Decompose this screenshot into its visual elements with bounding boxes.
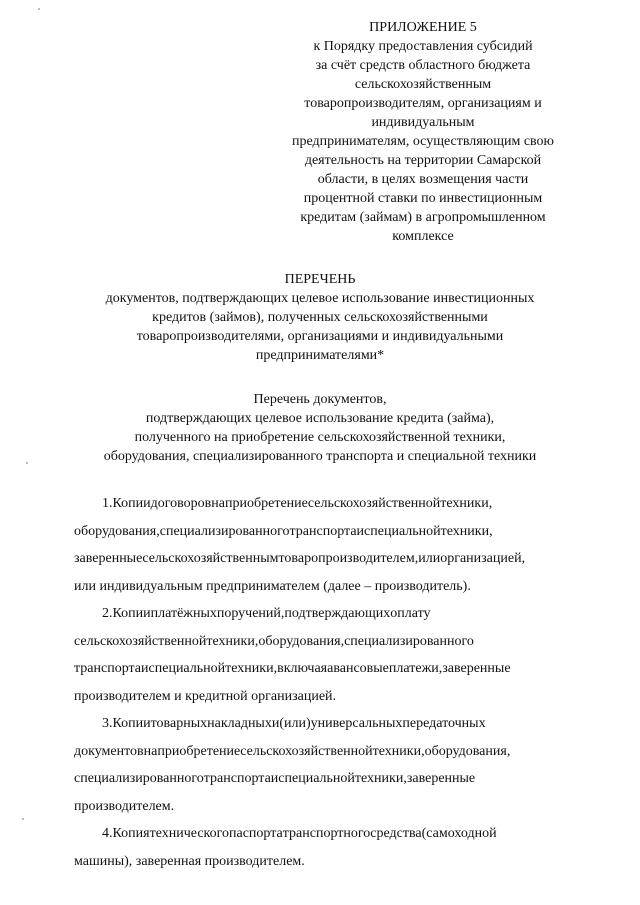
document-list [74, 490, 576, 875]
paragraph-line: или индивидуальным предпринимателем (далее – производитель). [74, 578, 471, 594]
subheading-block [60, 390, 580, 466]
paragraph-line: производителем и кредитной организацией. [74, 688, 337, 704]
list-item-3 [74, 710, 576, 820]
list-item-2 [74, 600, 576, 710]
appendix-line: товаропроизводителям, организациям и [304, 96, 542, 111]
paragraph-line: заверенныесельскохозяйственнымтоваропроизводителем,илиорганизацией, [74, 551, 526, 566]
list-item-4 [74, 820, 576, 875]
perechen-line: документов, подтверждающих целевое использование инвестиционных [105, 291, 535, 306]
paragraph-line: 2.Копииплатёжныхпоручений,подтверждающихоплату [102, 606, 431, 621]
subheading-line: подтверждающих целевое использование кредита (займа), [145, 411, 495, 426]
appendix-line: сельскохозяйственным [354, 77, 492, 92]
scan-mark [22, 818, 24, 820]
scan-mark [26, 462, 28, 464]
appendix-line: индивидуальным [371, 115, 475, 130]
subheading-line: оборудования, специализированного транспорта и специальной техники [103, 449, 537, 464]
list-item-1 [74, 490, 576, 600]
appendix-heading: ПРИЛОЖЕНИЕ 5 [369, 20, 477, 35]
subheading-line: Перечень документов, [253, 392, 387, 407]
paragraph-line: производителем. [74, 798, 175, 814]
paragraph-line: машины), заверенная производителем. [74, 853, 305, 869]
appendix-line: области, в целях возмещения части [317, 172, 529, 187]
appendix-line: комплексе [392, 229, 454, 244]
paragraph-line: специализированноготранспортаиспециальнойтехники,заверенные [74, 771, 476, 786]
appendix-line: к Порядку предоставления субсидий [313, 39, 533, 54]
paragraph-line: 4.Копиятехническогопаспортатранспортногосредства(самоходной [102, 826, 497, 841]
appendix-line: деятельность на территории Самарской [304, 153, 542, 168]
perechen-title: ПЕРЕЧЕНЬ [284, 272, 356, 287]
paragraph-line: сельскохозяйственнойтехники,оборудования,специализированного [74, 633, 474, 649]
appendix-line: за счёт средств областного бюджета [315, 58, 531, 73]
paragraph-line: документовнаприобретениесельскохозяйственнойтехники,оборудования, [74, 743, 511, 759]
appendix-line: процентной ставки по инвестиционным [303, 191, 543, 206]
perechen-line: кредитов (займов), полученных сельскохозяйственными [152, 310, 488, 325]
paragraph-line: 3.Копиитоварныхнакладныхи(или)универсальныхпередаточных [102, 716, 486, 731]
perechen-block [60, 270, 580, 365]
scan-mark [38, 8, 40, 10]
appendix-block [268, 18, 578, 246]
paragraph-line: транспортаиспециальнойтехники,включаяавансовыеплатежи,заверенные [74, 661, 511, 676]
paragraph-line: оборудования,специализированноготранспортаиспециальнойтехники, [74, 523, 493, 539]
appendix-line: кредитам (займам) в агропромышленном [300, 210, 546, 225]
perechen-line: предпринимателями* [255, 348, 385, 363]
subheading-line: полученного на приобретение сельскохозяйственной техники, [134, 430, 506, 445]
appendix-line: предпринимателям, осуществляющим свою [291, 134, 555, 149]
perechen-line: товаропроизводителями, организациями и индивидуальными [136, 329, 504, 344]
paragraph-line: 1.Копиидоговоровнаприобретениесельскохозяйственнойтехники, [102, 496, 493, 511]
